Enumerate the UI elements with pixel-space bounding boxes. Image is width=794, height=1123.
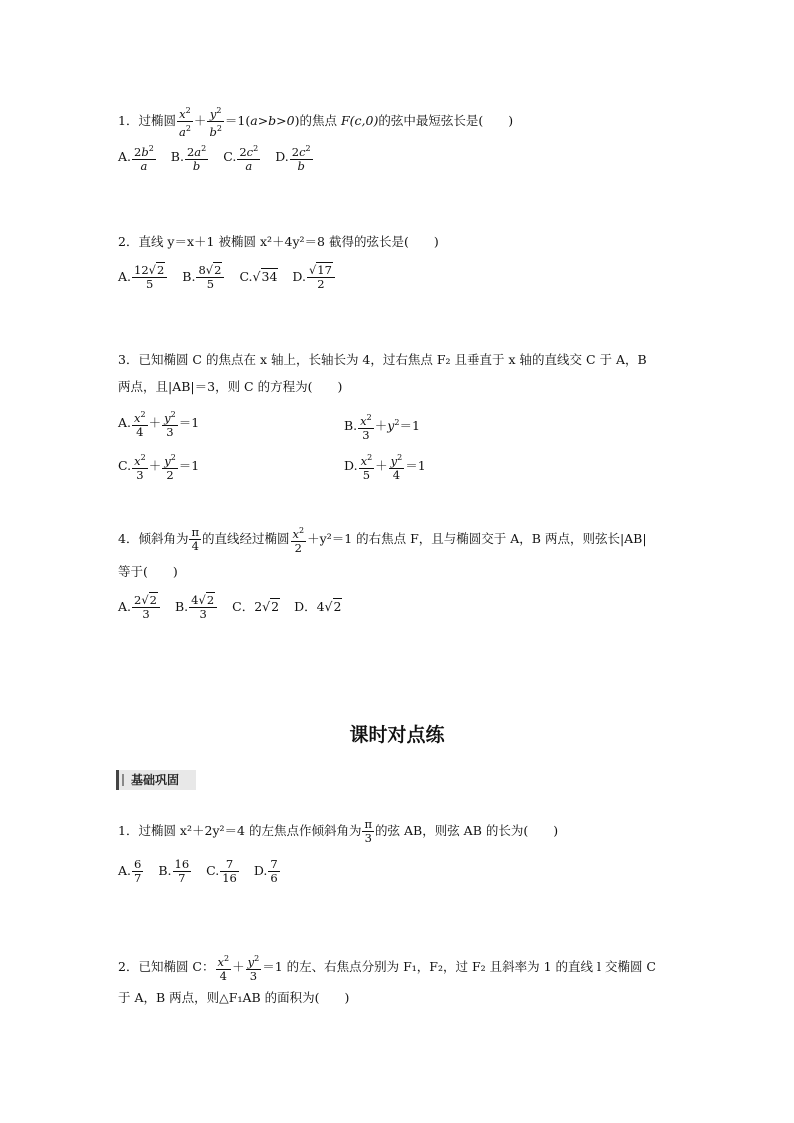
question-number: 2． — [118, 234, 139, 249]
question-text: )的焦点 — [294, 113, 341, 128]
option-b: B. — [344, 418, 358, 433]
practice-question-1: 1．过椭圆 x²＋2y²＝4 的左焦点作倾斜角为 $\frac{\pi}{3}$ 的弦 AB，则弦 AB 的长为( ) — [118, 817, 559, 845]
question-text: 已知椭圆 C： — [138, 959, 215, 974]
option-c: C. — [239, 269, 253, 284]
condition: a>b>0 — [250, 113, 295, 128]
question-text: ＝1( — [224, 113, 251, 128]
question-number: 2． — [118, 959, 139, 974]
option-a: A. — [118, 599, 132, 614]
options-practice-q1: A. $\frac{6}{7}$ B. $\frac{16}{7}$ C. $\frac{7}{16}$ D. $\frac{7}{6}$ — [118, 857, 278, 885]
question-number: 1． — [118, 113, 139, 128]
option-b-row: B. $\frac{x^2}{3}$ $+y^2=1$ — [344, 413, 420, 442]
question-text: 过椭圆 — [138, 113, 176, 128]
option-b: B. — [174, 599, 189, 614]
question-1: 1．过椭圆 $\frac{x^2}{a^2}$ ＋ $\frac{y^2}{b^2}$ ＝1(a>b>0)的焦点 F(c,0)的弦中最短弦长是( ) — [118, 106, 514, 139]
option-c-row: C. $\frac{x^2}{3}$ ＋ $\frac{y^2}{2}$ ＝1 — [118, 453, 200, 482]
question-number: 4． — [118, 531, 139, 546]
option-c: C. — [118, 458, 132, 473]
option-a: A. — [118, 269, 132, 284]
question-text: 过椭圆 x²＋2y²＝4 的左焦点作倾斜角为 — [138, 823, 362, 838]
option-d: D. — [344, 458, 358, 473]
option-d-row: D. $\frac{x^2}{5}$ ＋ $\frac{y^2}{4}$ ＝1 — [344, 453, 426, 482]
practice-question-2: 2．已知椭圆 C： $\frac{x^2}{4}$ ＋ $\frac{y^2}{3}$ ＝1 的左、右焦点分别为 F₁，F₂，过 F₂ 且斜率为 1 的直线 l 交椭圆 C — [118, 954, 656, 983]
focus-point: F(c,0) — [340, 113, 379, 128]
option-c: C． — [232, 599, 255, 614]
option-b: B. — [182, 269, 196, 284]
section-banner: 基础巩固 — [116, 770, 196, 790]
question-text: 的弦 AB，则弦 AB 的长为( ) — [375, 823, 559, 838]
option-a: A. — [118, 149, 132, 164]
option-c: C. — [206, 863, 220, 878]
options-q1: A. $\frac{2b^2}{a}$ B. $\frac{2a^2}{b}$ C. $\frac{2c^2}{a}$ D. $\frac{2c^2}{b}$ — [118, 144, 311, 173]
question-text: 直线 y＝x＋1 被椭圆 x²＋4y²＝8 截得的弦长是( ) — [138, 234, 439, 249]
question-3 — [118, 350, 647, 370]
question-3-line2: 两点，且|AB|＝3，则 C 的方程为( ) — [118, 379, 343, 394]
option-a: A. — [118, 863, 132, 878]
question-text: ＝1 的左、右焦点分别为 F₁，F₂，过 F₂ 且斜率为 1 的直线 l 交椭圆 C — [262, 959, 656, 974]
options-q2: A. $\frac{12√2}{5}$ B. $\frac{8√2}{5}$ C.√34 D. $\frac{√17}{2}$ — [118, 258, 336, 296]
question-text: 的直线经过椭圆 — [202, 531, 290, 546]
question-number: 3． — [118, 352, 139, 367]
question-4: 4．倾斜角为 $\frac{\pi}{4}$ 的直线经过椭圆 $\frac{x^2}{2}$ ＋y²＝1 的右焦点 F，且与椭圆交于 A，B 两点，则弦长|AB| — [118, 525, 647, 555]
option-d: D. — [275, 149, 289, 164]
fraction-y2-b2: $\frac{y^2}{b^2}$ — [209, 106, 222, 139]
option-d: D. — [253, 863, 268, 878]
question-text: 倾斜角为 — [138, 531, 189, 546]
question-number: 1． — [118, 823, 139, 838]
section-title: 课时对点练 — [349, 724, 445, 746]
question-text: 已知椭圆 C 的焦点在 x 轴上，长轴长为 4，过右焦点 F₂ 且垂直于 x 轴的直线交 C 于 A，B — [138, 352, 647, 367]
fraction-x2-a2: $\frac{x^2}{a^2}$ — [178, 106, 191, 139]
question-text: 的弦中最短弦长是( ) — [378, 113, 514, 128]
practice-question-2-line2: 于 A，B 两点，则△F₁AB 的面积为( ) — [118, 990, 350, 1005]
option-a-row: A. $\frac{x^2}{4}$ ＋ $\frac{y^2}{3}$ ＝1 — [118, 410, 200, 439]
options-q4: A. $\frac{2√2}{3}$ B. $\frac{4√2}{3}$ C．2√2 D．4√2 — [118, 593, 342, 621]
option-b: B. — [158, 863, 172, 878]
option-d: D. — [292, 269, 306, 284]
option-d: D． — [294, 599, 317, 614]
option-b: B. — [170, 149, 184, 164]
question-2 — [118, 232, 439, 252]
question-text: ＋y²＝1 的右焦点 F，且与椭圆交于 A，B 两点，则弦长|AB| — [307, 531, 647, 546]
option-c: C. — [223, 149, 237, 164]
question-4-line2: 等于( ) — [118, 564, 178, 579]
option-a: A. — [118, 415, 132, 430]
